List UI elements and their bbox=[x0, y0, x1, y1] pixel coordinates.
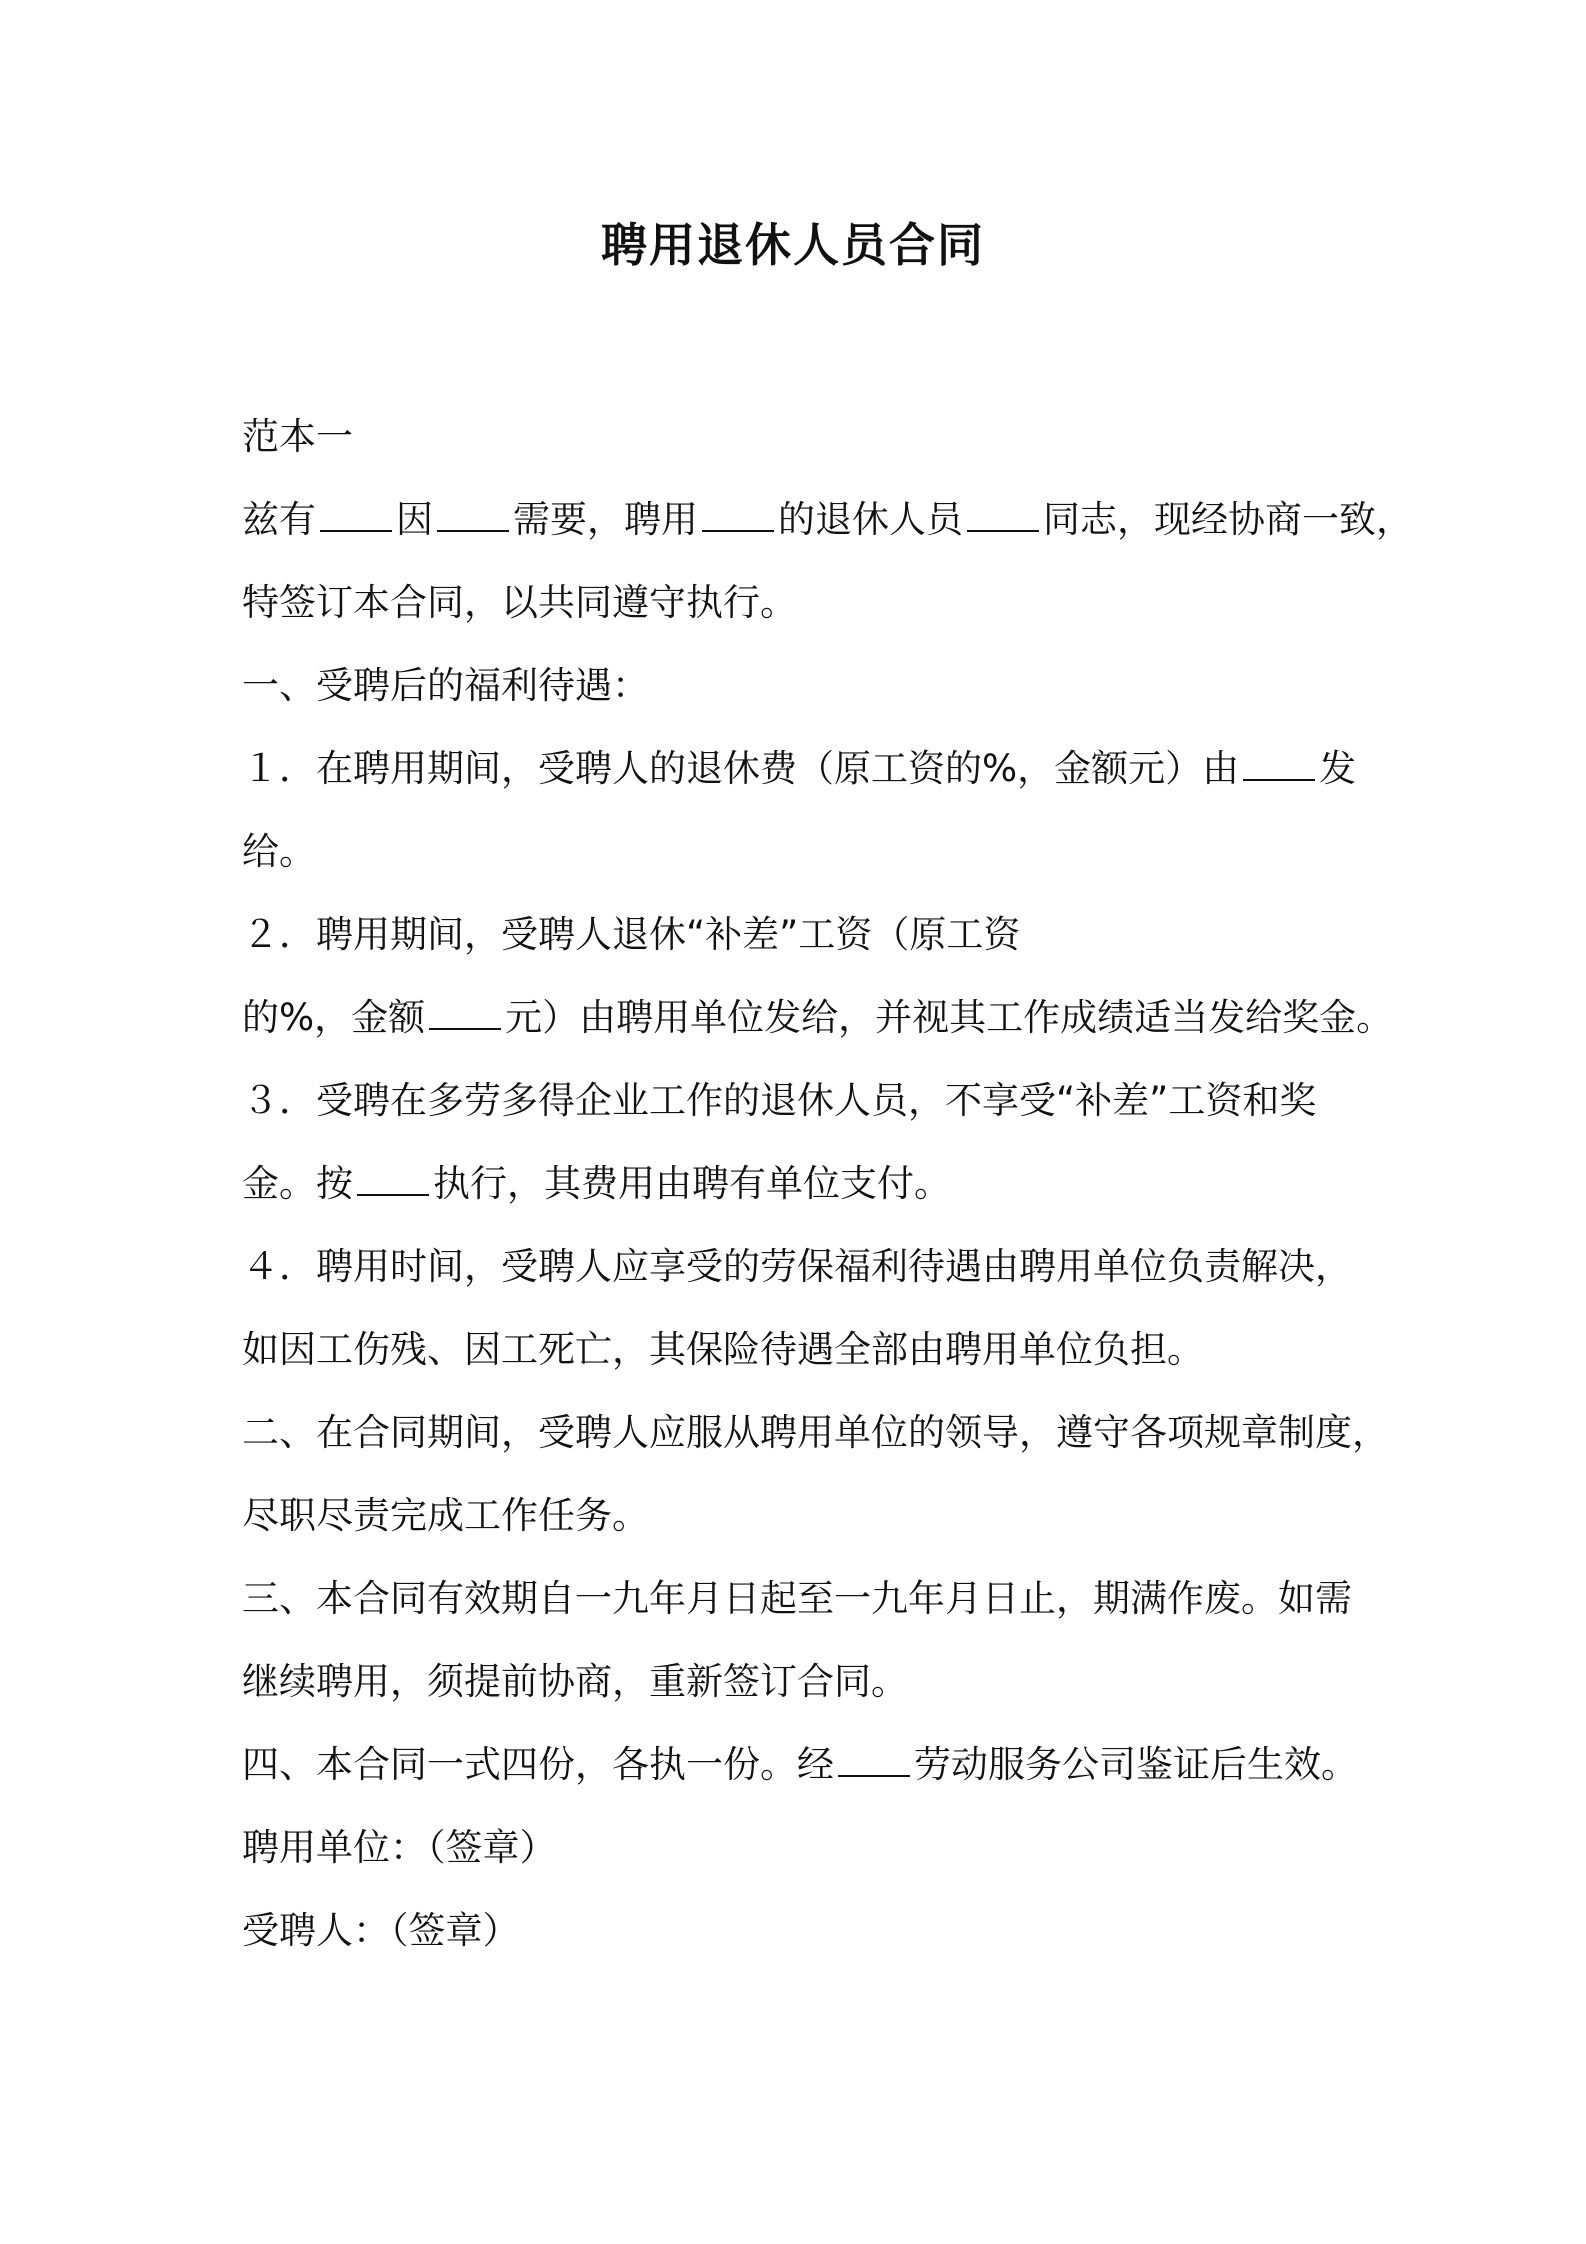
clause-1-line-1: １．在聘用期间，受聘人的退休费（原工资的%，金额元）由 发 bbox=[242, 747, 1357, 790]
clause-4-line-2: 如因工伤残、因工死亡，其保险待遇全部由聘用单位负担。 bbox=[242, 1328, 1204, 1371]
clause-3-line-1: ３．受聘在多劳多得企业工作的退休人员，不享受“补差”工资和奖 bbox=[242, 1079, 1317, 1122]
intro-line-1: 兹有 因 需要，聘用 的退休人员 同志，现经协商一致， bbox=[242, 498, 1413, 541]
section-3-line-2: 继续聘用，须提前协商，重新签订合同。 bbox=[242, 1660, 908, 1703]
clause-3-line-2: 金。按 执行，其费用由聘有单位支付。 bbox=[242, 1162, 951, 1205]
blank-field[interactable] bbox=[357, 1164, 429, 1196]
clause-4-line-1: ４．聘用时间，受聘人应享受的劳保福利待遇由聘用单位负责解决， bbox=[242, 1245, 1352, 1288]
clause-2-line-1: ２．聘用期间，受聘人退休“补差”工资（原工资 bbox=[242, 913, 1021, 956]
section-1-heading: 一、受聘后的福利待遇： bbox=[242, 664, 649, 707]
blank-field[interactable] bbox=[320, 500, 392, 532]
section-4-line-1: 四、本合同一式四份，各执一份。经 劳动服务公司鉴证后生效。 bbox=[242, 1743, 1358, 1786]
blank-field[interactable] bbox=[437, 500, 509, 532]
sample-label: 范本一 bbox=[242, 415, 353, 458]
blank-field[interactable] bbox=[429, 998, 501, 1030]
blank-field[interactable] bbox=[702, 500, 774, 532]
document-title: 聘用退休人员合同 bbox=[601, 218, 985, 272]
clause-1-line-2: 给。 bbox=[242, 830, 316, 873]
intro-line-2: 特签订本合同，以共同遵守执行。 bbox=[242, 581, 797, 624]
section-3-line-1: 三、本合同有效期自一九年月日起至一九年月日止，期满作废。如需 bbox=[242, 1577, 1352, 1620]
blank-field[interactable] bbox=[967, 500, 1039, 532]
blank-field[interactable] bbox=[838, 1745, 910, 1777]
employer-signature: 聘用单位：（签章） bbox=[242, 1826, 557, 1869]
clause-2-line-2: 的%，金额 元）由聘用单位发给，并视其工作成绩适当发给奖金。 bbox=[242, 996, 1394, 1039]
section-2-line-1: 二、在合同期间，受聘人应服从聘用单位的领导，遵守各项规章制度， bbox=[242, 1411, 1389, 1454]
employee-signature: 受聘人：（签章） bbox=[242, 1909, 520, 1952]
blank-field[interactable] bbox=[1243, 749, 1315, 781]
section-2-line-2: 尽职尽责完成工作任务。 bbox=[242, 1494, 649, 1537]
